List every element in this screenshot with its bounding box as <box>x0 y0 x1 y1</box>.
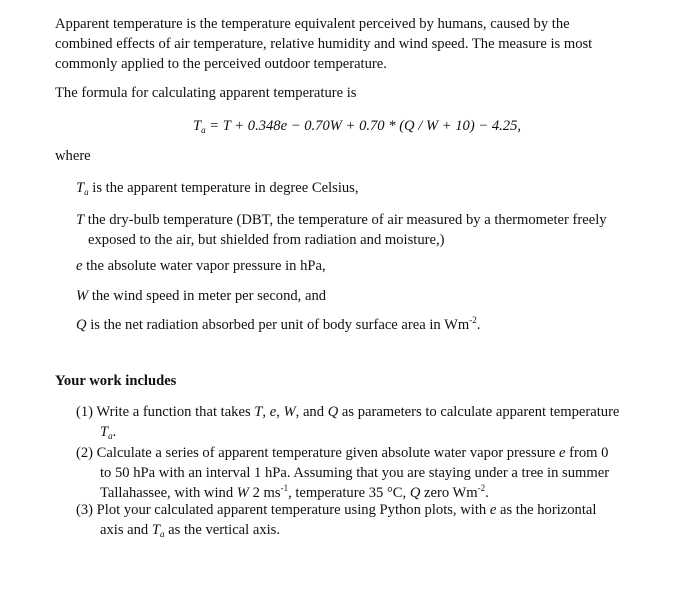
item1-t: T <box>254 404 263 420</box>
item1-w: W <box>283 404 296 420</box>
def-w-symbol: W <box>76 288 89 304</box>
intro-line-1: Apparent temperature is the temperature equivalent perceived by humans, caused by the <box>55 16 570 32</box>
item3-text-b: as the horizontal <box>496 502 597 518</box>
definition-ta <box>76 178 359 198</box>
intro-line-3: commonly applied to the perceived outdoor temperature. <box>55 56 387 72</box>
item1-number: (1) <box>76 404 94 420</box>
formula-lhs-sub: a <box>201 125 206 135</box>
item3-line2-b: as the vertical axis. <box>164 522 281 538</box>
item1-ta: T <box>100 424 109 440</box>
def-ta-text: is the apparent temperature in degree Celsius, <box>88 180 359 196</box>
work-heading: Your work includes <box>55 373 177 389</box>
item2-line3-c: , temperature 35 °C, <box>288 485 410 501</box>
item1-e: e <box>269 404 277 420</box>
item3-ta: T <box>151 522 161 538</box>
work-item-3 <box>76 500 676 540</box>
def-q-sup: -2 <box>469 315 477 325</box>
item3-line2-a: axis and <box>100 522 152 538</box>
def-t-symbol: T <box>76 212 85 228</box>
item1-text-c: , <box>276 404 284 420</box>
item2-e: e <box>559 445 566 461</box>
item2-line-2: to 50 hPa with an interval 1 hPa. Assuming that you are staying under a tree in summer <box>100 465 610 481</box>
formula-lhs: T <box>193 118 202 134</box>
where-label: where <box>55 148 91 164</box>
definition-q <box>76 315 480 335</box>
formula <box>193 116 521 136</box>
def-ta-symbol: T <box>76 180 85 196</box>
item2-number: (2) <box>76 445 94 461</box>
formula-intro: The formula for calculating apparent temperature is <box>55 85 357 101</box>
item1-text-d: , and <box>295 404 328 420</box>
item3-e: e <box>489 502 497 518</box>
item3-number: (3) <box>76 502 94 518</box>
item2-w: W <box>236 485 249 501</box>
item2-line3-e: . <box>485 485 489 501</box>
def-w-text: the wind speed in meter per second, and <box>88 288 327 304</box>
def-q-text: is the net radiation absorbed per unit of body surface area in Wm <box>86 317 470 333</box>
item1-end: . <box>112 424 117 440</box>
item1-text-b: , <box>262 404 270 420</box>
item2-q: Q <box>409 485 421 501</box>
item2-text-b: from 0 <box>565 445 609 461</box>
item2-text-a: Calculate a series of apparent temperature given absolute water vapor pressure <box>93 445 560 461</box>
intro-paragraph <box>55 14 675 74</box>
def-t-text-1: the dry-bulb temperature (DBT, the temperature of air measured by a thermometer freely <box>84 212 607 228</box>
item2-line3-d: zero Wm <box>420 485 478 501</box>
item2-sup-2: -2 <box>477 483 486 493</box>
item2-sup-1: -1 <box>280 483 289 493</box>
item1-text-f: as parameters to calculate apparent temperature <box>338 404 620 420</box>
formula-rhs: = T + 0.348e − 0.70W + 0.70 * (Q / W + 10) − 4.25 <box>205 118 518 134</box>
item3-ta-sub: a <box>160 529 165 539</box>
item2-line3-a: Tallahassee, with wind <box>100 485 237 501</box>
formula-comma: , <box>517 118 522 134</box>
definition-t <box>76 210 676 250</box>
item2-line3-b: 2 ms <box>248 485 281 501</box>
def-e-text: the absolute water vapor pressure in hPa, <box>82 258 326 274</box>
definition-e <box>76 256 326 276</box>
def-ta-sub: a <box>84 187 89 197</box>
intro-line-2: combined effects of air temperature, relative humidity and wind speed. The measure is most <box>55 36 593 52</box>
item3-text-a: Plot your calculated apparent temperature using Python plots, with <box>93 502 490 518</box>
item1-ta-sub: a <box>108 431 113 441</box>
def-q-end: . <box>476 317 481 333</box>
item1-text-a: Write a function that takes <box>93 404 255 420</box>
def-q-symbol: Q <box>76 317 87 333</box>
item1-q: Q <box>327 404 339 420</box>
work-item-1 <box>76 402 676 442</box>
def-t-text-2: exposed to the air, but shielded from radiation and moisture,) <box>88 232 445 248</box>
work-item-2 <box>76 443 676 503</box>
def-e-symbol: e <box>76 258 83 274</box>
definition-w <box>76 286 326 306</box>
